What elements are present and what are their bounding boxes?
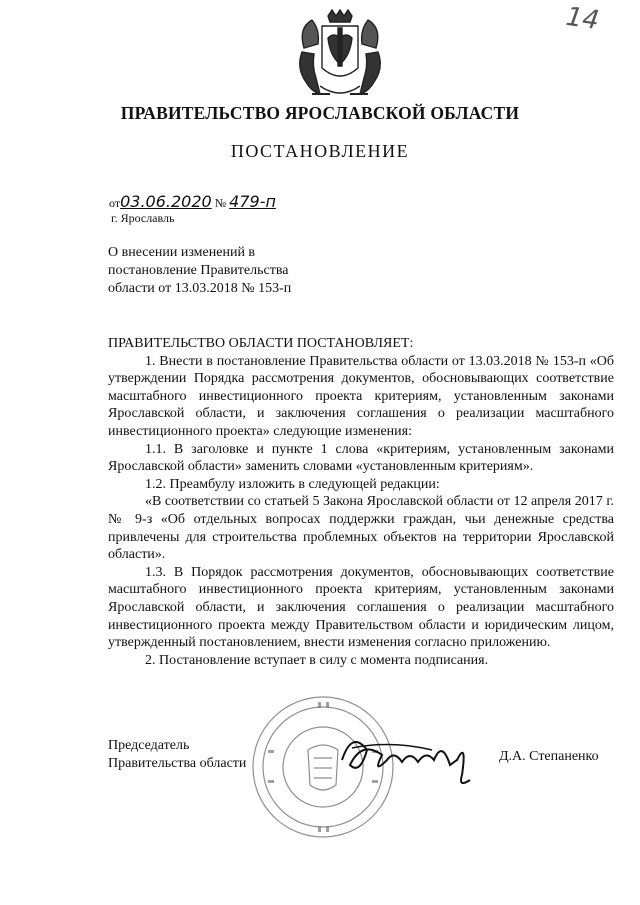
handwritten-signature [332,720,482,790]
position-line: Председатель [108,738,190,753]
subject-line: области от 13.03.2018 № 153-п [108,281,292,296]
paragraph-1: 1. Внести в постановление Правительства области от 13.03.2018 № 153-п «Об утверждении Порядка рассмотрения документов, обосновывающих соответствие масштабного инвестиционного проекта критериям, установленным законами Ярославской области, и заключения соглашения о реализации масштабного инвестиционного проекта» следующие изменения: [108,353,614,439]
number-prefix: № [214,196,227,210]
paragraph-1-2-text: «В соответствии со статьей 5 Закона Ярославской области от 12 апреля 2017 г. № 9-з «Об отдельных вопросах поддержки граждан, чьи денежные средства привлечены для строительства проблемных объектов на территории Ярославской области». [108,494,614,563]
document-date: 03.06.2020 [120,192,212,211]
subject-line: О внесении изменений в [108,245,256,260]
document-type: ПОСТАНОВЛЕНИЕ [230,141,410,161]
signatory-name: Д.А. Степаненко [499,749,599,764]
document-body [108,335,614,669]
handwritten-page-number: 14 [564,1,602,37]
subject-block [108,244,348,298]
organization-title: ПРАВИТЕЛЬСТВО ЯРОСЛАВСКОЙ ОБЛАСТИ [120,103,520,123]
date-prefix: от [109,196,121,210]
paragraph-1-2: 1.2. Преамбулу изложить в следующей редакции: [145,476,440,492]
signatory-position [108,737,246,772]
position-line: Правительства области [108,755,247,771]
paragraph-1-1: 1.1. В заголовке и пункте 1 слова «критериям, установленным законами Ярославской области» заменить словами «установленным критериям». [108,441,614,475]
city: г. Ярославль [111,211,175,225]
coat-of-arms-emblem [290,8,390,100]
preamble: ПРАВИТЕЛЬСТВО ОБЛАСТИ ПОСТАНОВЛЯЕТ: [108,336,414,351]
paragraph-2: 2. Постановление вступает в силу с момента подписания. [145,652,489,668]
subject-line: постановление Правительства [108,263,289,278]
date-number-line [109,192,276,211]
document-number: 479-п [229,192,276,211]
paragraph-1-3: 1.3. В Порядок рассмотрения документов, обосновывающих соответствие масштабного инвестиционного проекта критериям, установленным законами Ярославской области, и заключения соглашения о реализации масштабного инвестиционного проекта между Правительством области и юридическим лицом, утвержденный постановлением, внести изменения согласно приложению. [108,564,614,651]
